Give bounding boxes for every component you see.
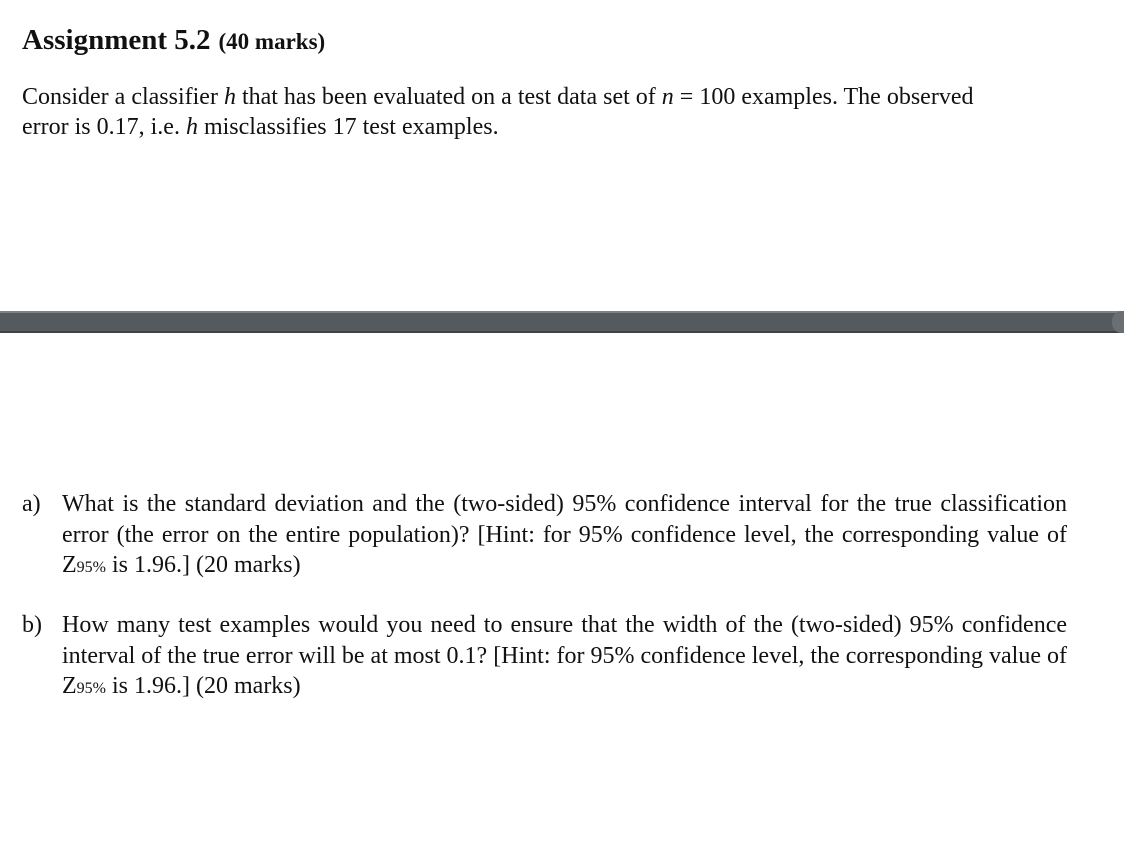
question-text (62, 610, 1067, 705)
assignment-title (22, 20, 325, 57)
classifier-symbol: h (223, 84, 236, 110)
section-divider-bar (0, 311, 1124, 333)
question-b (22, 610, 1067, 705)
z-subscript: 95% (76, 559, 106, 576)
intro-text: Consider a classifier (22, 84, 224, 110)
question-label: b) (22, 612, 42, 638)
intro-text: error is 0.17, i.e. (22, 114, 186, 140)
divider-scroll-handle[interactable] (1112, 311, 1124, 333)
question-body-end: is 1.96.] (20 marks) (106, 552, 301, 578)
intro-text: that has been evaluated on a test data set of (235, 84, 662, 110)
classifier-symbol: h (185, 114, 198, 140)
question-a (22, 489, 1067, 584)
question-body: What is the standard deviation and the (two-sided) 95% confidence interval for the true classification error (the error on the entire population)? [Hint: for 95% confidence level, the corresponding value of Z (62, 491, 1067, 578)
sample-size-symbol: n (661, 84, 674, 110)
problem-statement (22, 82, 1072, 142)
question-body: How many test examples would you need to ensure that the width of the (two-sided) 95% confidence interval of the true error will be at most 0.1? [Hint: for 95% confidence level, the corresponding value of Z (62, 612, 1067, 699)
assignment-total-marks: (40 marks) (218, 29, 326, 54)
question-body-end: is 1.96.] (20 marks) (106, 673, 301, 699)
intro-text: = 100 examples. The observed (673, 84, 974, 110)
problem-statement-line-2 (22, 112, 1072, 142)
z-subscript: 95% (76, 680, 106, 697)
assignment-heading: Assignment 5.2 (22, 24, 211, 56)
problem-statement-line-1 (22, 82, 1072, 112)
question-label: a) (22, 491, 41, 517)
question-text (62, 489, 1067, 584)
intro-text: misclassifies 17 test examples. (197, 114, 499, 140)
